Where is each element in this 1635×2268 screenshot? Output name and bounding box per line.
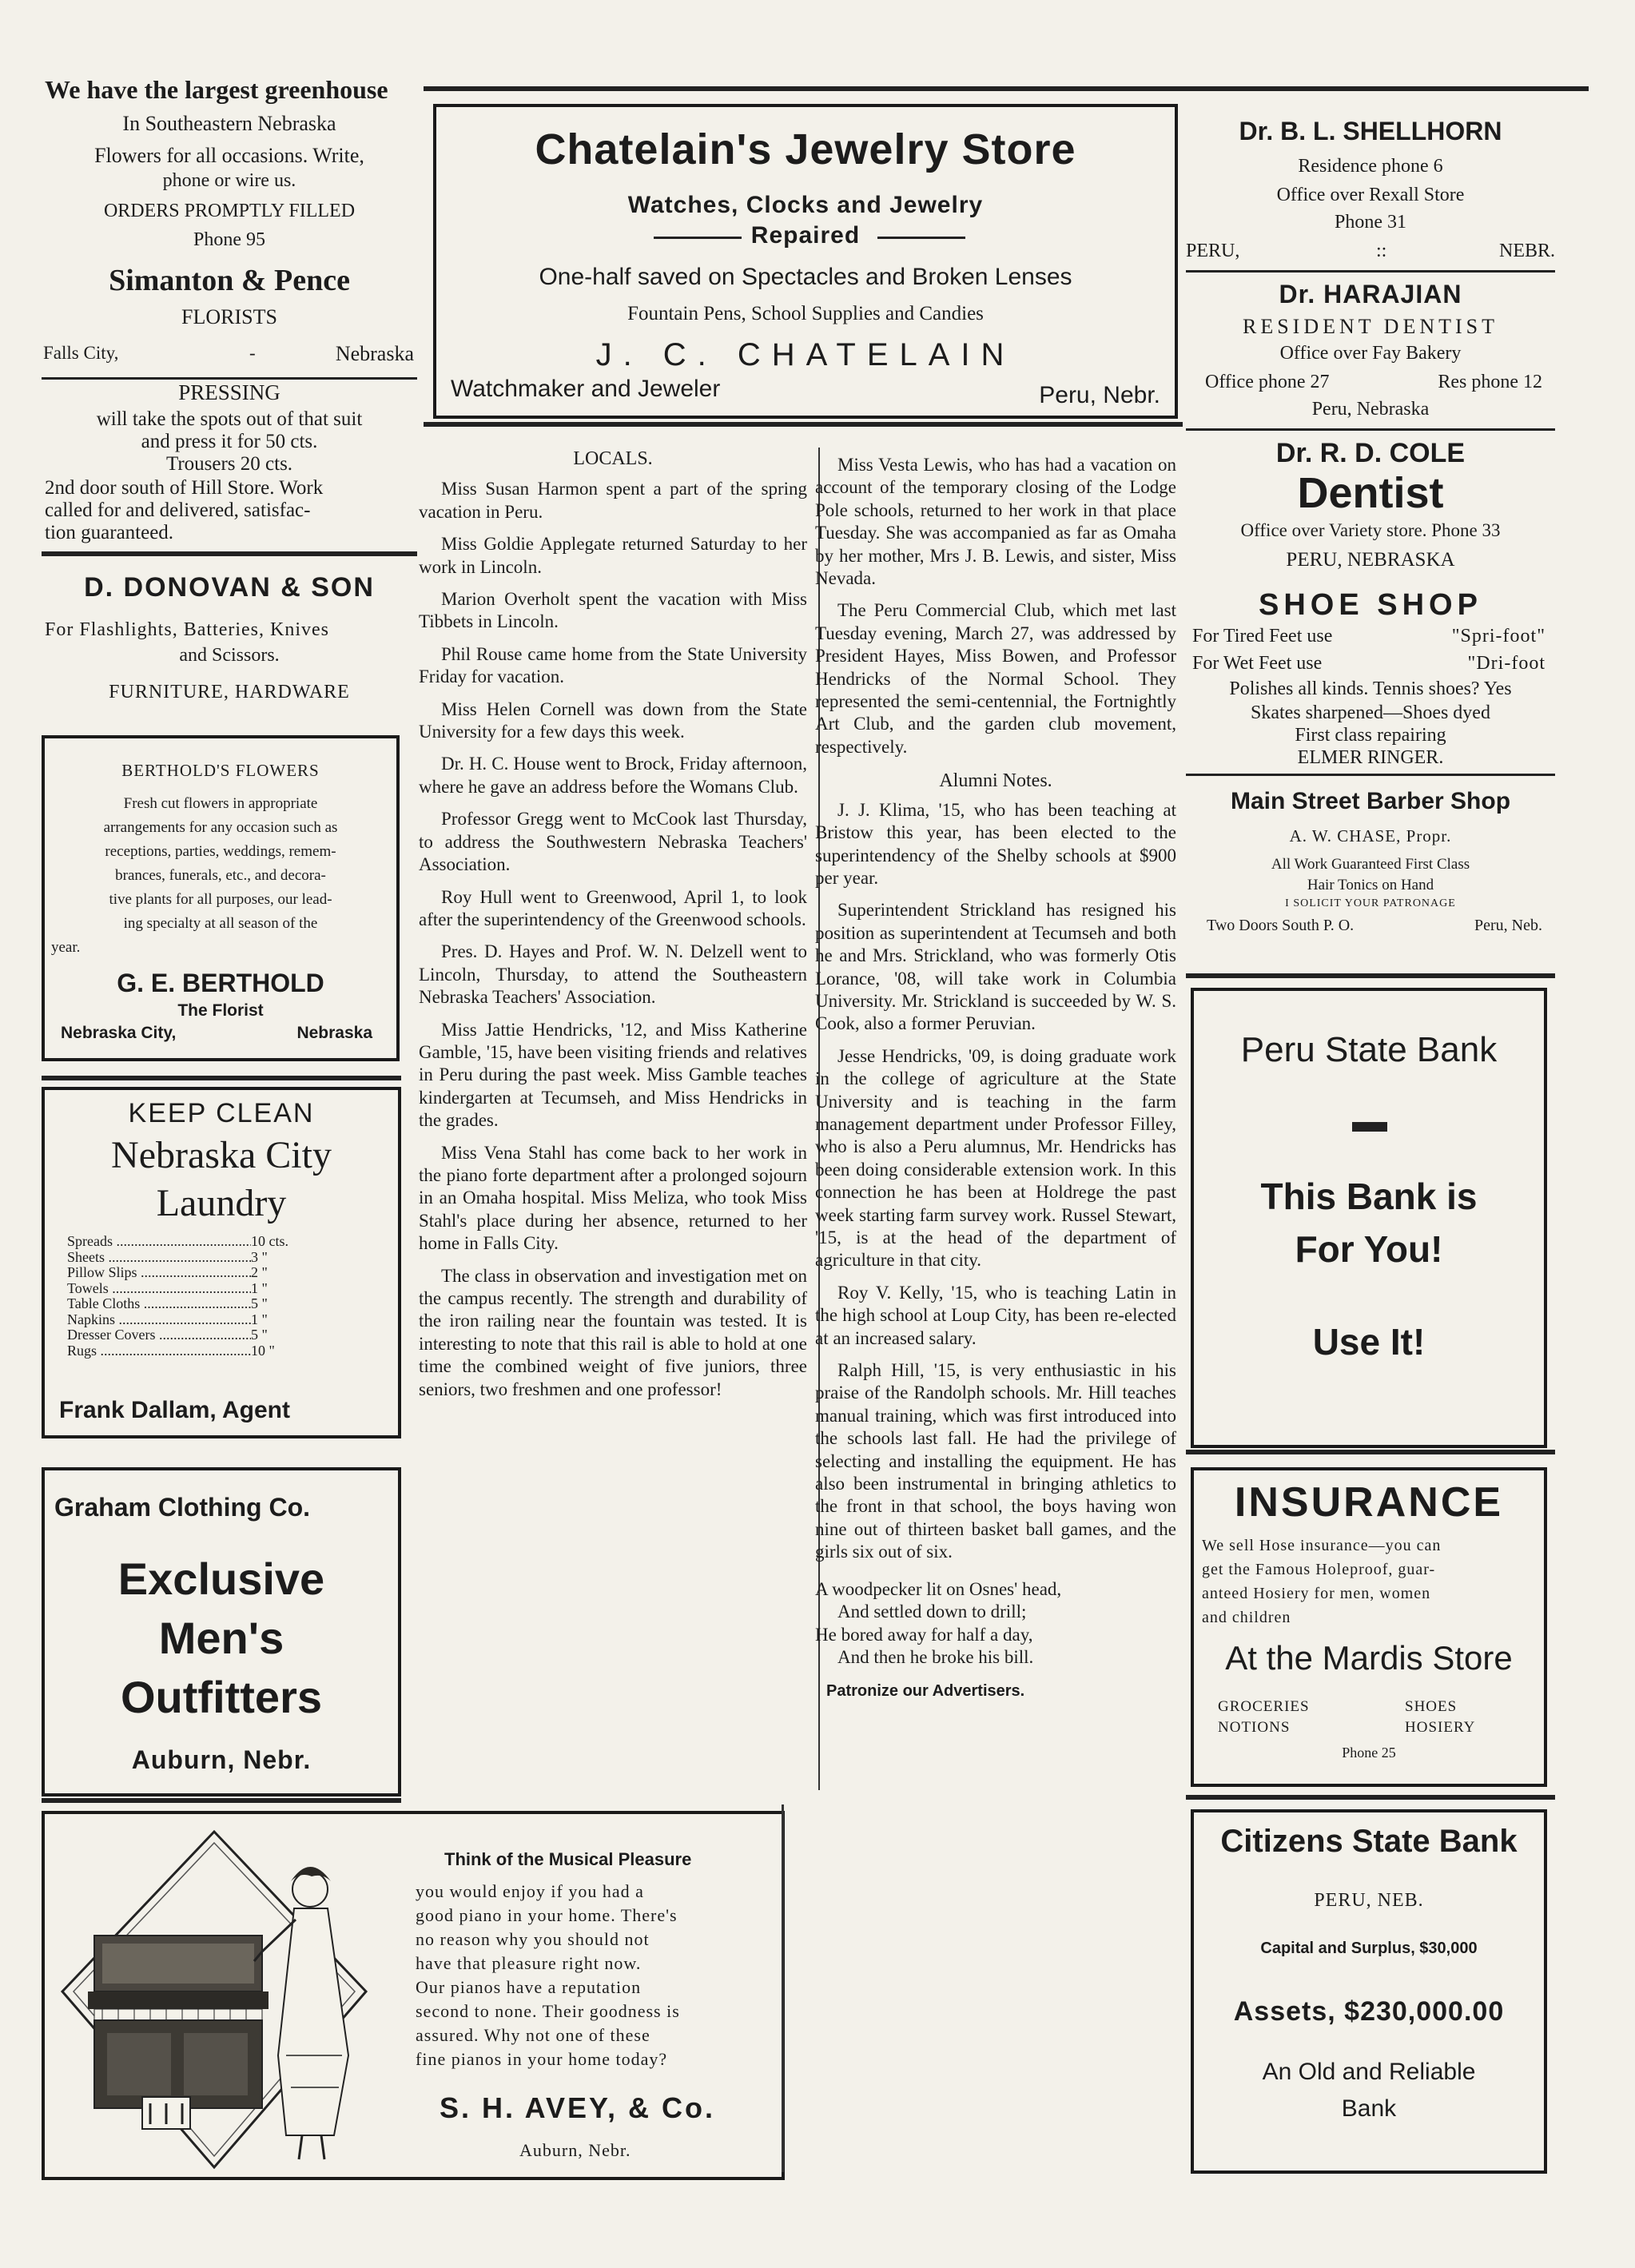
piano-girl-illustration: [46, 1816, 382, 2175]
pressing-line: 2nd door south of Hill Store. Work: [45, 477, 324, 499]
shoe-line: Polishes all kinds. Tennis shoes? Yes: [1229, 678, 1512, 699]
avey-line: good piano in your home. There's: [416, 1905, 678, 1925]
greenhouse-dash: -: [249, 343, 256, 363]
pressing-ad: [42, 382, 417, 550]
laundry-price: 1 ": [251, 1279, 268, 1296]
berthold-state: Nebraska: [296, 1024, 372, 1042]
pressing-line: called for and delivered, satisfac-: [45, 499, 311, 521]
insurance-title: INSURANCE: [1234, 1479, 1504, 1526]
shellhorn-line-2: Office over Rexall Store: [1276, 185, 1465, 205]
greenhouse-line-3: phone or wire us.: [162, 170, 296, 191]
avey-name: S. H. AVEY, & Co.: [440, 2091, 716, 2124]
alumni-heading: Alumni Notes.: [939, 770, 1052, 792]
laundry-price: 5 ": [251, 1295, 268, 1311]
dash-rule: [877, 237, 965, 239]
shellhorn-sep: ::: [1376, 241, 1387, 261]
chatelain-ad: [433, 104, 1178, 419]
peru-bank-name: Peru State Bank: [1240, 1030, 1498, 1069]
divider: [42, 1798, 401, 1803]
graham-city: Auburn, Nebr.: [131, 1745, 312, 1774]
insurance-line: We sell Hose insurance—you can: [1202, 1537, 1442, 1554]
berthold-line: arrangements for any occasion such as: [103, 819, 338, 836]
laundry-name-1: Nebraska City: [111, 1134, 332, 1176]
insurance-store: At the Mardis Store: [1225, 1639, 1513, 1677]
laundry-price-row: [67, 1343, 307, 1359]
avey-line: you would enjoy if you had a: [416, 1881, 644, 1901]
laundry-item: Towels .....: [67, 1281, 251, 1297]
poem: [815, 1578, 1176, 1669]
citizens-ad: [1191, 1809, 1547, 2174]
laundry-price-row: [67, 1281, 307, 1297]
cole-line-2: PERU, NEBRASKA: [1286, 549, 1455, 571]
alumni-item: Jesse Hendricks, '09, is doing graduate work in the college of agriculture at the State University and is teaching in the farm management department under Professor Filley, who is also a Peru alumnus, Mr. Hendricks has been doing considerable extension work. In this connection he has been at Holdrege the past week starting farm survey work. Russel Stewart, '15, is at the head of the department of agriculture in that city.: [815, 1045, 1176, 1271]
insurance-goods: GROCERIES: [1218, 1698, 1310, 1715]
laundry-price: 10 cts.: [251, 1233, 288, 1249]
donovan-line-3: FURNITURE, HARDWARE: [109, 682, 350, 702]
berthold-sub: The Florist: [177, 1001, 264, 1020]
insurance-ad: [1191, 1467, 1547, 1787]
laundry-agent: Frank Dallam, Agent: [59, 1397, 290, 1423]
laundry-price-row: [67, 1312, 307, 1328]
berthold-name: G. E. BERTHOLD: [117, 969, 324, 997]
divider: [424, 422, 1183, 427]
greenhouse-headline: We have the largest greenhouse: [45, 75, 388, 104]
berthold-line: year.: [51, 939, 81, 956]
laundry-item: Pillow Slips .....: [67, 1265, 251, 1281]
chatelain-title: Chatelain's Jewelry Store: [535, 125, 1076, 173]
berthold-line: brances, funerals, etc., and decora-: [115, 867, 326, 884]
laundry-price: 2 ": [251, 1264, 268, 1280]
peru-bank-line-3: Use It!: [1312, 1321, 1426, 1363]
greenhouse-state: Nebraska: [335, 342, 414, 365]
shoe-ad: [1186, 583, 1555, 775]
barber-ad: [1186, 777, 1555, 953]
insurance-line: and children: [1202, 1609, 1291, 1626]
barber-line: All Work Guaranteed First Class: [1271, 856, 1470, 873]
chatelain-line-2: Fountain Pens, School Supplies and Candies: [627, 303, 984, 324]
harajian-phone-2: Res phone 12: [1438, 372, 1542, 392]
shoe-line: For Tired Feet use: [1192, 626, 1333, 647]
alumni-item: J. J. Klima, '15, who has been teaching at Bristow this year, has been elected to the superintendency of the Shelby schools at $900 per year.: [815, 799, 1176, 888]
locals-item: Dr. H. C. House went to Brock, Friday afternoon, where he gave an address before the Womans Club.: [419, 754, 807, 797]
shellhorn-line-1: Residence phone 6: [1298, 156, 1443, 177]
laundry-price-row: [67, 1250, 307, 1266]
laundry-price-row: [67, 1327, 307, 1343]
avey-line: assured. Why not one of these: [416, 2025, 650, 2045]
barber-line: Two Doors South P. O.: [1207, 917, 1355, 934]
harajian-name: Dr. HARAJIAN: [1279, 280, 1462, 308]
laundry-ad: [42, 1087, 401, 1438]
graham-ad: [42, 1467, 401, 1796]
news-item: Miss Vesta Lewis, who has had a vacation on account of the temporary closing of the Lodge Pole schools, returned to her work in that place Tuesday. She was accompanied as far as Omaha by her mother, Mrs J. B. Lewis, and sister, Miss Nevada.: [815, 455, 1176, 589]
greenhouse-line-1: In Southeastern Nebraska: [122, 112, 336, 135]
avey-line: have that pleasure right now.: [416, 1953, 642, 1973]
locals-item: Miss Vena Stahl has come back to her work in the piano forte department after a prolonged sojourn in an Omaha hospital. Miss Meliza, who took Miss Stahl's place during her absence, returned to her home in Falls City.: [419, 1142, 807, 1254]
greenhouse-city: Falls City,: [43, 343, 119, 363]
avey-heading: Think of the Musical Pleasure: [444, 1849, 692, 1869]
citizens-capital: Capital and Surplus, $30,000: [1260, 1940, 1478, 1957]
laundry-item: Sheets .....: [67, 1250, 251, 1266]
divider: [42, 377, 417, 380]
barber-line: A. W. CHASE, Propr.: [1289, 826, 1452, 846]
divider: [1186, 1795, 1555, 1800]
citizens-line-2: Bank: [1341, 2095, 1397, 2122]
donovan-name: D. DONOVAN & SON: [84, 572, 375, 603]
poem-line: And settled down to drill;: [837, 1602, 1027, 1622]
insurance-goods: HOSIERY: [1405, 1719, 1476, 1736]
pressing-line: will take the spots out of that suit: [96, 408, 363, 430]
graham-name: Graham Clothing Co.: [54, 1493, 310, 1522]
cole-name: Dr. R. D. COLE: [1275, 438, 1466, 468]
peru-bank-line-2: For You!: [1295, 1228, 1443, 1270]
dash-rule: [654, 237, 742, 239]
greenhouse-line-4: ORDERS PROMPTLY FILLED: [103, 201, 356, 221]
laundry-top: KEEP CLEAN: [128, 1098, 315, 1128]
berthold-city: Nebraska City,: [61, 1024, 177, 1042]
chatelain-owner: J. C. CHATELAIN: [595, 337, 1016, 372]
news-item: The Peru Commercial Club, which met last Tuesday evening, March 27, was addressed by President Hayes, Miss Bowen, and Professor Hendricks of the Normal School. They represented the semi-centennial, the Fortnightly Art Club, and the garden club movement, respectively.: [815, 600, 1176, 757]
shellhorn-name: Dr. B. L. SHELLHORN: [1239, 117, 1502, 145]
insurance-goods: SHOES: [1405, 1698, 1458, 1715]
laundry-item: Dresser Covers .....: [67, 1327, 251, 1343]
shellhorn-state: NEBR.: [1498, 241, 1555, 261]
chatelain-trade: Watchmaker and Jeweler: [451, 376, 721, 402]
berthold-line: Fresh cut flowers in appropriate: [123, 795, 318, 812]
harajian-phone-1: Office phone 27: [1205, 372, 1330, 392]
shoe-line: "Dri-foot: [1467, 653, 1545, 674]
cole-ad: [1186, 433, 1555, 585]
avey-city: Auburn, Nebr.: [519, 2140, 631, 2160]
barber-line: I SOLICIT YOUR PATRONAGE: [1285, 897, 1456, 909]
citizens-line-1: An Old and Reliable: [1262, 2059, 1476, 2085]
alumni-item: Superintendent Strickland has resigned his position as superintendent at Tecumseh and both he and Mrs. Strickland, who was formerly Otis Lorance, '08, will take work in Columbia University. Mr. Strickland is succeeded by W. S. Cook, also a former Peruvian.: [815, 900, 1176, 1034]
peru-bank-ad: [1191, 988, 1547, 1448]
divider: [1186, 270, 1555, 273]
shoe-line: For Wet Feet use: [1192, 653, 1323, 674]
barber-name: Main Street Barber Shop: [1230, 788, 1511, 814]
laundry-price: 5 ": [251, 1327, 268, 1343]
pressing-line: Trousers 20 cts.: [165, 453, 293, 475]
pressing-line: tion guaranteed.: [45, 522, 174, 543]
harajian-title: RESIDENT DENTIST: [1242, 315, 1498, 338]
locals-item: Professor Gregg went to McCook last Thursday, to address the Southwestern Nebraska Teachers' Association.: [419, 809, 807, 875]
column-rule: [782, 1804, 784, 2172]
avey-line: fine pianos in your home today?: [416, 2049, 668, 2069]
shoe-line: First class repairing: [1295, 725, 1446, 746]
donovan-line-1: For Flashlights, Batteries, Knives: [45, 619, 329, 640]
greenhouse-line-5: Phone 95: [193, 229, 265, 250]
divider: [1186, 1450, 1555, 1454]
laundry-price: 3 ": [251, 1248, 268, 1265]
patronize-note: Patronize our Advertisers.: [826, 1682, 1025, 1701]
avey-line: Our pianos have a reputation: [416, 1977, 642, 1997]
poem-line: And then he broke his bill.: [837, 1646, 1034, 1667]
greenhouse-trade: FLORISTS: [181, 305, 277, 328]
locals-column: [419, 448, 807, 1411]
locals-item: Miss Helen Cornell was down from the State University for a few days this week.: [419, 698, 807, 742]
pressing-line: and press it for 50 cts.: [141, 431, 318, 452]
avey-ad: [42, 1811, 785, 2180]
greenhouse-line-2: Flowers for all occasions. Write,: [94, 144, 364, 167]
berthold-line: ing specialty at all season of the: [123, 915, 318, 932]
divider: [1186, 774, 1555, 776]
donovan-ad: [42, 561, 417, 721]
poem-line: A woodpecker lit on Osnes' head,: [815, 1578, 1062, 1599]
laundry-price-row: [67, 1234, 307, 1250]
barber-line: Peru, Neb.: [1474, 917, 1542, 934]
shoe-title: SHOE SHOP: [1259, 588, 1482, 622]
peru-bank-line-1: This Bank is: [1260, 1176, 1478, 1217]
insurance-line: get the Famous Holeproof, guar-: [1202, 1561, 1436, 1578]
laundry-price-row: [67, 1265, 307, 1281]
chatelain-place: Peru, Nebr.: [1039, 382, 1160, 408]
donovan-line-2: and Scissors.: [179, 645, 280, 666]
shellhorn-line-3: Phone 31: [1335, 212, 1406, 233]
shoe-line: Skates sharpened—Shoes dyed: [1251, 702, 1490, 723]
shoe-line: ELMER RINGER.: [1297, 747, 1444, 768]
chatelain-line-1: One-half saved on Spectacles and Broken Lenses: [539, 264, 1072, 290]
graham-line-1: Exclusive: [117, 1554, 325, 1604]
laundry-price-row: [67, 1296, 307, 1312]
laundry-item: Spreads .....: [67, 1234, 251, 1250]
insurance-line: anteed Hosiery for men, women: [1202, 1585, 1431, 1602]
insurance-phone: Phone 25: [1342, 1745, 1396, 1761]
laundry-name-2: Laundry: [156, 1182, 287, 1224]
pressing-title: PRESSING: [178, 380, 280, 404]
cole-line-1: Office over Variety store. Phone 33: [1240, 520, 1501, 540]
laundry-price: 1 ": [251, 1311, 268, 1327]
laundry-price-list: [67, 1234, 307, 1359]
news-column-right: [815, 454, 1176, 1703]
barber-line: Hair Tonics on Hand: [1307, 877, 1434, 893]
chatelain-sub-1: Watches, Clocks and Jewelry: [627, 192, 984, 218]
locals-item: Miss Goldie Applegate returned Saturday to her work in Lincoln.: [419, 534, 807, 577]
alumni-item: Ralph Hill, '15, is very enthusiastic in his praise of the Randolph schools. Mr. Hill teaches manual training, which was first introduced into the schools last fall. He had the privilege of selecting and installing the equipment. He has also been instrumental in bringing athletics to the front in that school, the boys having won nine out of thirteen basket ball games, and the girls six out of six.: [815, 1360, 1176, 1562]
graham-line-2: Men's: [158, 1613, 284, 1663]
citizens-assets: Assets, $230,000.00: [1233, 1996, 1505, 2027]
greenhouse-ad: [42, 69, 417, 380]
chatelain-sub-2: Repaired: [750, 222, 861, 249]
citizens-city: PERU, NEB.: [1314, 1890, 1424, 1911]
greenhouse-firm: Simanton & Pence: [109, 264, 350, 297]
locals-item: Marion Overholt spent the vacation with Miss Tibbets in Lincoln.: [419, 589, 807, 632]
locals-item: Roy Hull went to Greenwood, April 1, to look after the superintendency of the Greenwood schools.: [419, 886, 807, 929]
dash-rule: [1352, 1122, 1387, 1132]
avey-line: second to none. Their goodness is: [416, 2001, 680, 2021]
alumni-item: Roy V. Kelly, '15, who is teaching Latin in the high school at Loup City, has been re-elected at an increased salary.: [815, 1282, 1176, 1348]
insurance-goods: NOTIONS: [1218, 1719, 1291, 1736]
locals-item: Miss Susan Harmon spent a part of the spring vacation in Peru.: [419, 479, 807, 522]
laundry-item: Napkins .....: [67, 1312, 251, 1328]
locals-item: Miss Jattie Hendricks, '12, and Miss Katherine Gamble, '15, have been visiting friends and relatives in Peru during the past week. Miss Gamble teaches kindergarten at Tecumseh, and Miss Hendricks in the grades.: [419, 1019, 807, 1131]
cole-title: Dentist: [1297, 469, 1444, 517]
citizens-name: Citizens State Bank: [1220, 1824, 1518, 1859]
avey-line: no reason why you should not: [416, 1929, 650, 1949]
shellhorn-city: PERU,: [1186, 241, 1240, 261]
harajian-line-1: Office over Fay Bakery: [1279, 343, 1462, 364]
locals-item: Pres. D. Hayes and Prof. W. N. Delzell went to Lincoln, Thursday, to attend the Southeastern Nebraska Teachers' Association.: [419, 941, 807, 1008]
graham-line-3: Outfitters: [121, 1672, 322, 1722]
locals-item: Phil Rouse came home from the State University Friday for vacation.: [419, 643, 807, 687]
shoe-line: "Spri-foot": [1451, 626, 1545, 647]
berthold-ad: [42, 735, 400, 1061]
harajian-line-3: Peru, Nebraska: [1311, 399, 1430, 420]
divider: [1186, 973, 1555, 978]
berthold-line: receptions, parties, weddings, remem-: [105, 843, 336, 860]
divider: [1186, 428, 1555, 431]
harajian-ad: [1186, 275, 1555, 435]
laundry-price: 10 ": [251, 1342, 275, 1359]
locals-heading: LOCALS.: [573, 448, 653, 469]
poem-line: He bored away for half a day,: [815, 1624, 1033, 1645]
laundry-item: Table Cloths .....: [67, 1296, 251, 1312]
berthold-line: tive plants for all purposes, our lead-: [109, 891, 332, 908]
berthold-heading: BERTHOLD'S FLOWERS: [121, 761, 320, 780]
divider: [424, 86, 1589, 91]
locals-item: The class in observation and investigation met on the campus recently. The strength and durability of the iron railing near the fountain was tested. It is interesting to note that this rail is able to hold at one time the combined weight of five juniors, three seniors, two freshmen and one professor!: [419, 1265, 807, 1399]
divider: [42, 1076, 401, 1080]
divider: [42, 551, 417, 556]
laundry-item: Rugs .....: [67, 1343, 251, 1359]
